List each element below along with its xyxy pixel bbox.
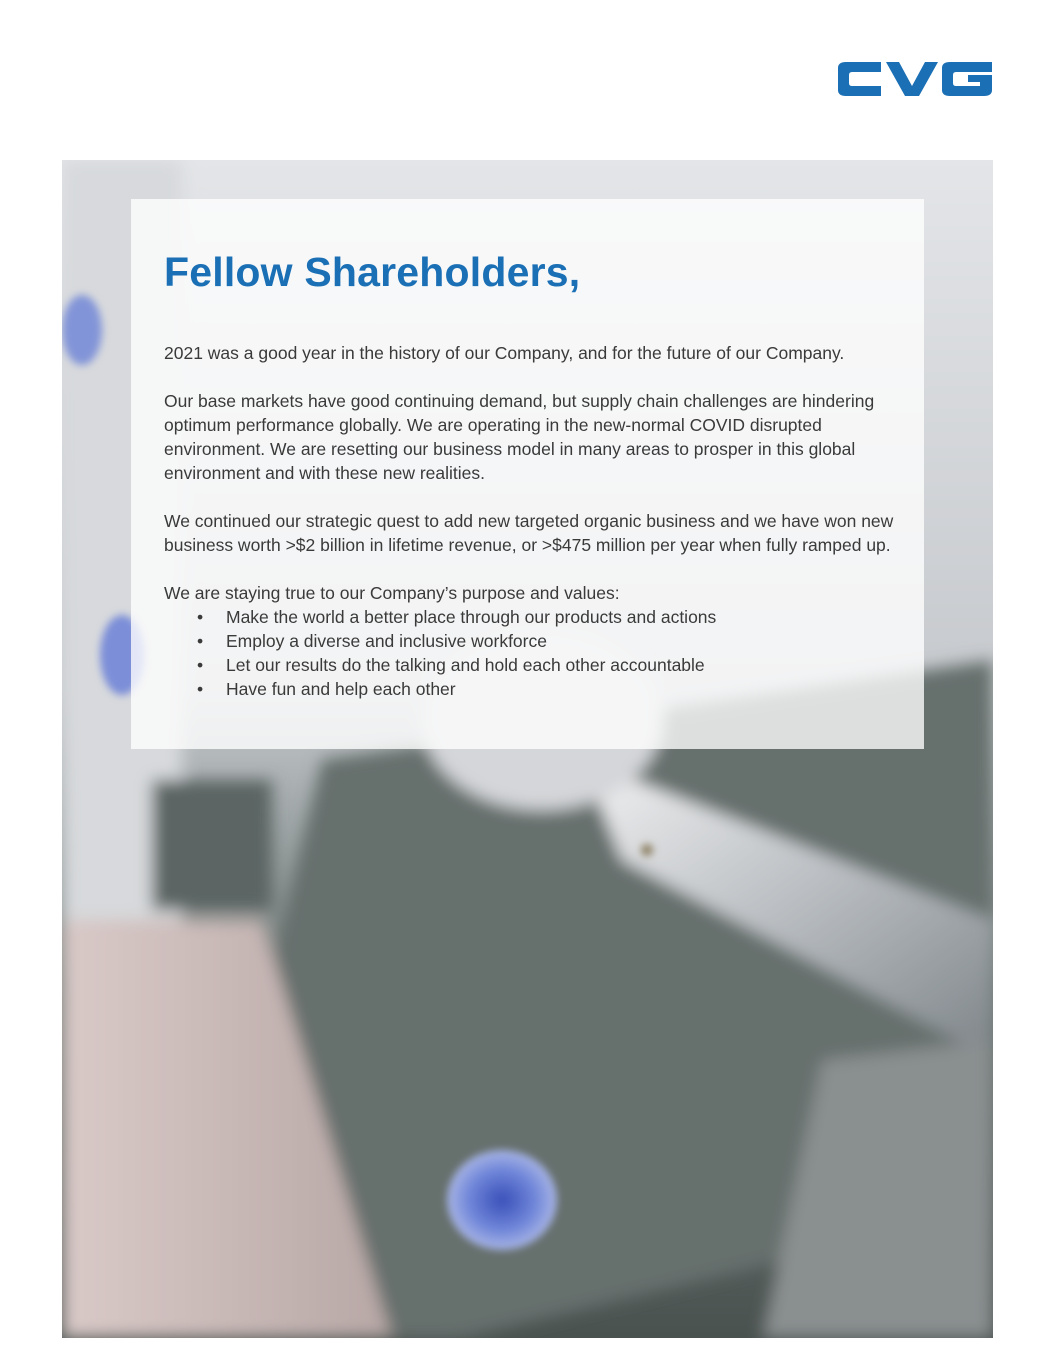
paragraph-intro: 2021 was a good year in the history of our Company, and for the future of our Company. [164,343,845,363]
letter-title: Fellow Shareholders, [164,249,581,295]
paragraph-new-business: We continued our strategic quest to add new targeted organic business and we have won new business worth >$2 billion in lifetime revenue, or >$475 million per year when fully ramped up. [164,511,894,555]
paragraph-markets: Our base markets have good continuing demand, but supply chain challenges are hindering optimum performance globally. We are operating in the new-normal COVID disrupted environment. We are resetting our business model in many areas to prosper in this global environment and with these new realities. [164,391,875,483]
letter-panel [131,199,924,749]
value-text: Employ a diverse and inclusive workforce [226,631,547,651]
list-item [164,629,904,653]
bullet-icon: • [197,631,204,651]
paragraph-values-intro: We are staying true to our Company’s purpose and values: [164,583,620,603]
cvg-logo [836,60,994,98]
value-text: Have fun and help each other [226,679,456,699]
letter-body [164,341,904,701]
bullet-icon: • [197,607,204,627]
value-text: Let our results do the talking and hold each other accountable [226,655,705,675]
list-item [164,677,904,701]
values-list [164,605,904,701]
list-item [164,605,904,629]
value-text: Make the world a better place through our products and actions [226,607,717,627]
list-item [164,653,904,677]
bullet-icon: • [197,655,204,675]
bullet-icon: • [197,679,204,699]
